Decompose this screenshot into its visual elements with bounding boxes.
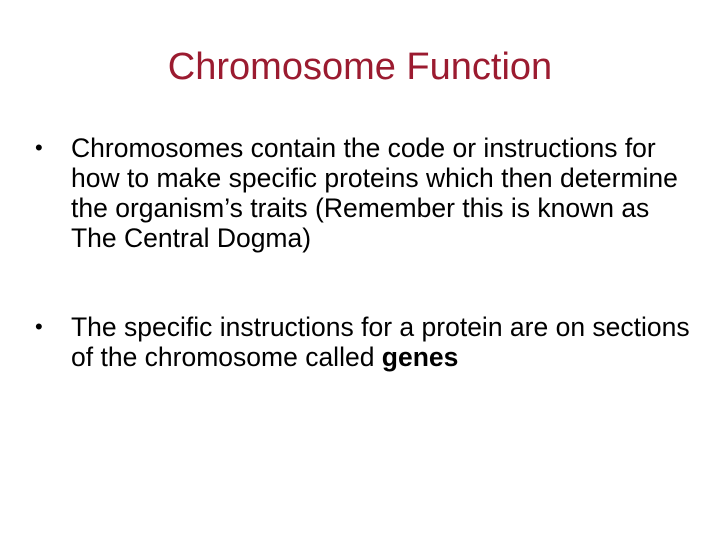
bullet-dot-icon: • — [35, 135, 43, 160]
bullet-list — [30, 133, 690, 372]
bullet-dot-icon: • — [35, 314, 43, 339]
slide-title: Chromosome Function — [167, 46, 553, 88]
bullet-text: Chromosomes contain the code or instructions for how to make specific proteins which then determine the organism’s traits (Remember this is known as The Central Dogma) — [71, 133, 678, 253]
bullet-item — [30, 312, 690, 372]
emphasized-term: genes — [381, 342, 459, 372]
bullet-item — [30, 133, 690, 253]
bullet-text: The specific instructions for a protein are on sections of the chromosome called — [71, 312, 690, 372]
